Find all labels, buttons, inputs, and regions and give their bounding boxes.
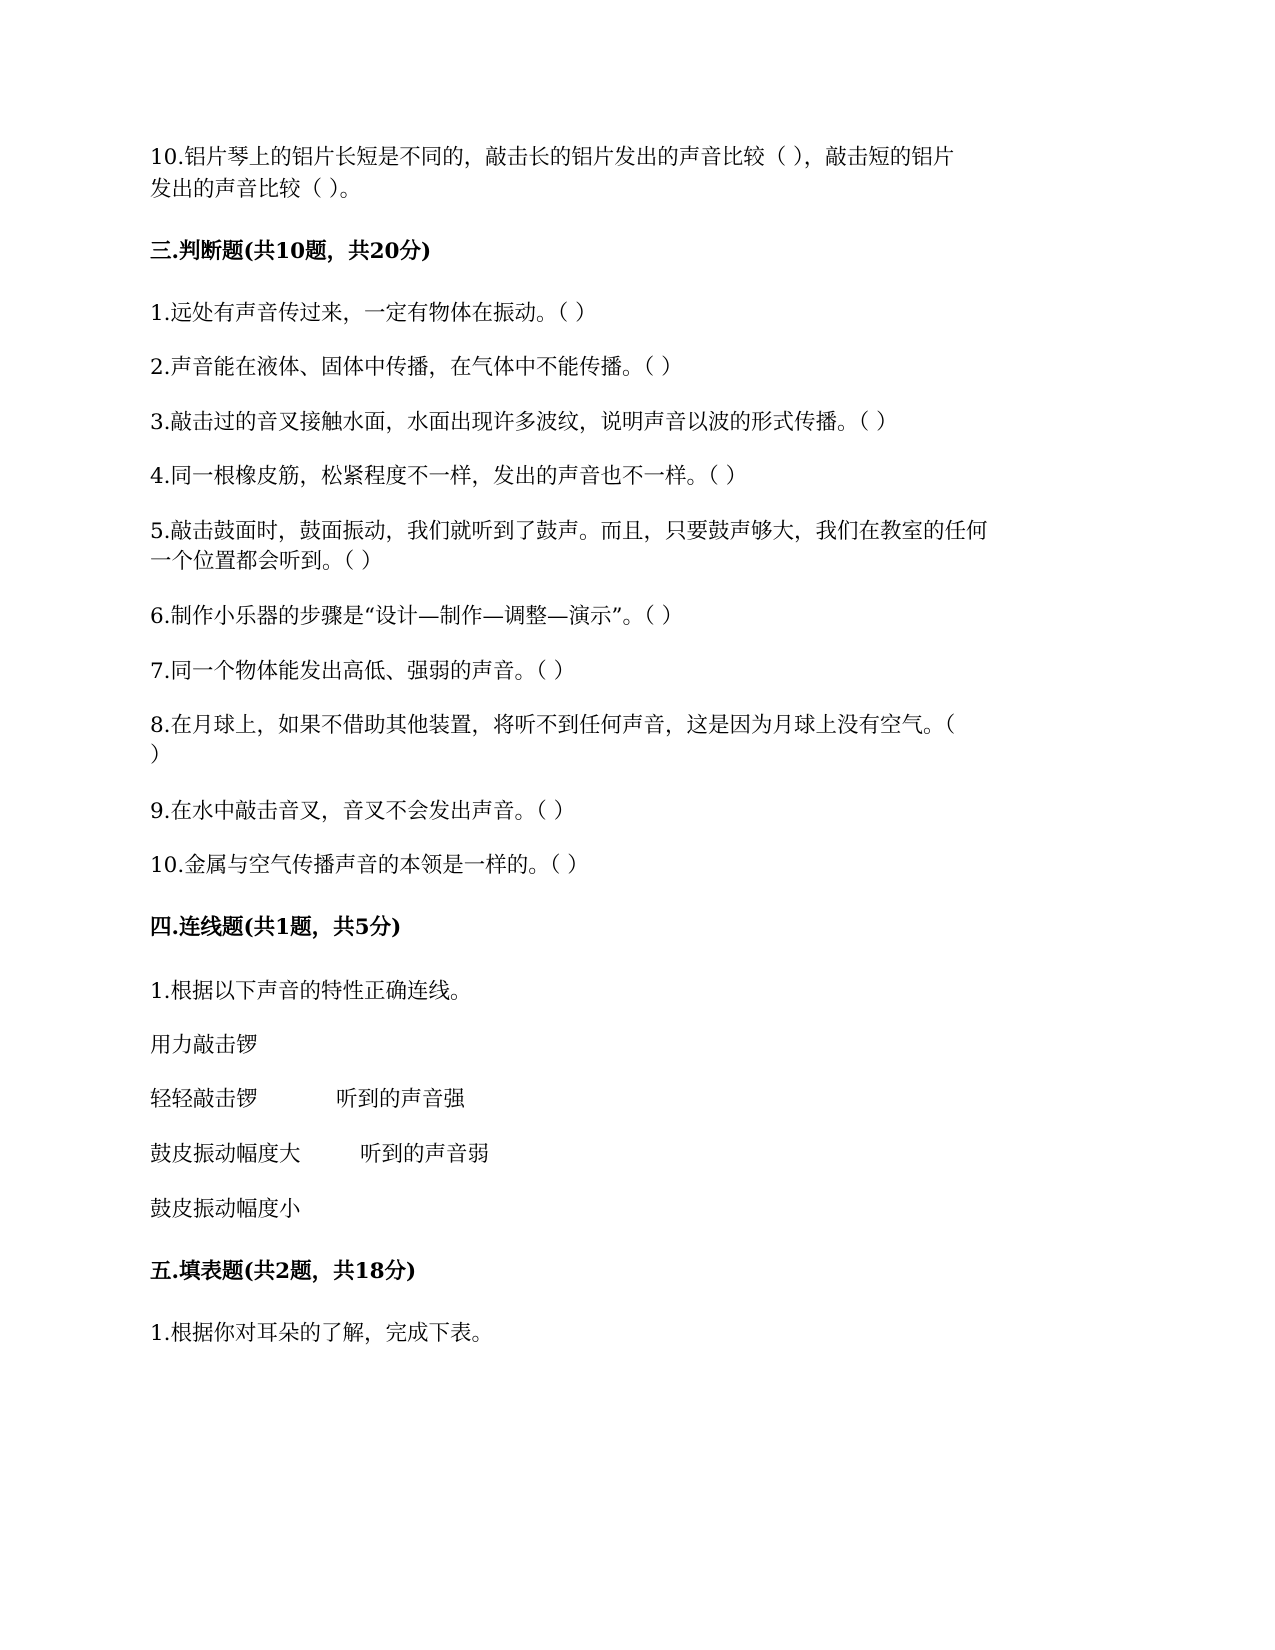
matching-left-item: 用力敲击锣 <box>150 1033 258 1058</box>
judge-q5-line2: 一个位置都会听到。（ ） <box>150 549 383 574</box>
judge-q8-line1: 8.在月球上，如果不借助其他装置，将听不到任何声音，这是因为月球上没有空气。（ <box>150 713 956 738</box>
judge-q4: 4.同一根橡皮筋，松紧程度不一样，发出的声音也不一样。（ ） <box>150 464 748 489</box>
matching-left-item: 鼓皮振动幅度大 <box>150 1142 301 1167</box>
table-question: 1.根据你对耳朵的了解，完成下表。 <box>150 1321 494 1346</box>
judge-q6: 6.制作小乐器的步骤是“设计—制作—调整—演示”。（ ） <box>150 604 684 629</box>
matching-left-item: 鼓皮振动幅度小 <box>150 1197 301 1222</box>
section-3-title: 三.判断题(共10题，共20分) <box>150 239 432 264</box>
judge-q1: 1.远处有声音传过来，一定有物体在振动。（ ） <box>150 301 597 326</box>
judge-q10: 10.金属与空气传播声音的本领是一样的。（ ） <box>150 853 589 878</box>
judge-q3: 3.敲击过的音叉接触水面，水面出现许多波纹，说明声音以波的形式传播。（ ） <box>150 410 898 435</box>
matching-right-item: 听到的声音强 <box>336 1087 466 1112</box>
judge-q8-line2: ） <box>150 743 172 768</box>
section-5-title: 五.填表题(共2题，共18分) <box>150 1259 417 1284</box>
fill-blank-q10-line1: 10.铝片琴上的铝片长短是不同的，敲击长的铝片发出的声音比较（ ），敲击短的铝片 <box>150 145 955 170</box>
matching-question: 1.根据以下声音的特性正确连线。 <box>150 979 472 1004</box>
fill-blank-q10-line2: 发出的声音比较（ ）。 <box>150 177 362 202</box>
section-4-title: 四.连线题(共1题，共5分) <box>150 915 402 940</box>
judge-q5-line1: 5.敲击鼓面时，鼓面振动，我们就听到了鼓声。而且，只要鼓声够大，我们在教室的任何 <box>150 519 988 544</box>
matching-right-item: 听到的声音弱 <box>360 1142 490 1167</box>
matching-left-item: 轻轻敲击锣 <box>150 1087 258 1112</box>
judge-q2: 2.声音能在液体、固体中传播，在气体中不能传播。（ ） <box>150 355 683 380</box>
judge-q7: 7.同一个物体能发出高低、强弱的声音。（ ） <box>150 659 576 684</box>
judge-q9: 9.在水中敲击音叉，音叉不会发出声音。（ ） <box>150 799 576 824</box>
